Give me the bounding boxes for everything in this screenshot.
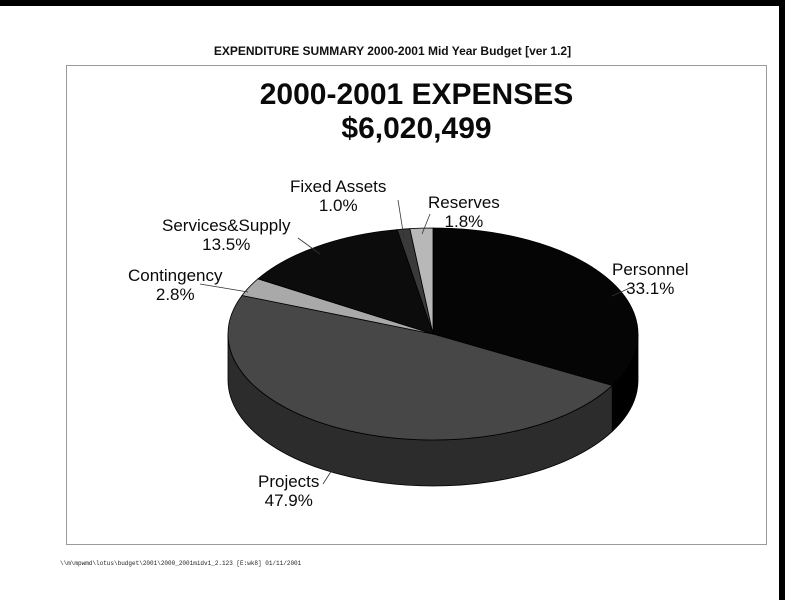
slice-pct-projects: 47.9%	[264, 491, 313, 510]
slice-name-fixed-assets: Fixed Assets	[290, 177, 387, 196]
slice-label-personnel	[612, 260, 689, 298]
slice-name-reserves: Reserves	[428, 193, 500, 212]
leader-line-projects	[323, 470, 332, 484]
slice-pct-services-supply: 13.5%	[202, 235, 251, 254]
chart-subtitle: $6,020,499	[341, 112, 492, 145]
slice-label-projects	[258, 472, 319, 510]
slice-label-fixed-assets	[290, 177, 386, 215]
slice-name-projects: Projects	[258, 472, 320, 491]
slice-pct-fixed-assets: 1.0%	[318, 196, 358, 215]
slice-name-contingency: Contingency	[128, 266, 223, 285]
document-header: EXPENDITURE SUMMARY 2000-2001 Mid Year Budget [ver 1.2]	[213, 44, 572, 58]
slice-pct-personnel: 33.1%	[626, 279, 675, 298]
slice-pct-reserves: 1.8%	[444, 212, 484, 231]
slice-label-services-supply	[162, 216, 291, 254]
pie-slices	[228, 228, 638, 440]
chart-title: 2000-2001 EXPENSES	[259, 78, 574, 111]
slice-pct-contingency: 2.8%	[155, 285, 195, 304]
slice-name-services-supply: Services&Supply	[162, 216, 291, 235]
slice-label-contingency	[128, 266, 223, 304]
file-path-footer: \\m\mpwmd\lotus\budget\2001\2000_2001midv1_2.123 [E:wk8] 01/11/2001	[60, 560, 302, 567]
slice-name-personnel: Personnel	[612, 260, 689, 279]
slice-label-reserves	[428, 193, 500, 231]
